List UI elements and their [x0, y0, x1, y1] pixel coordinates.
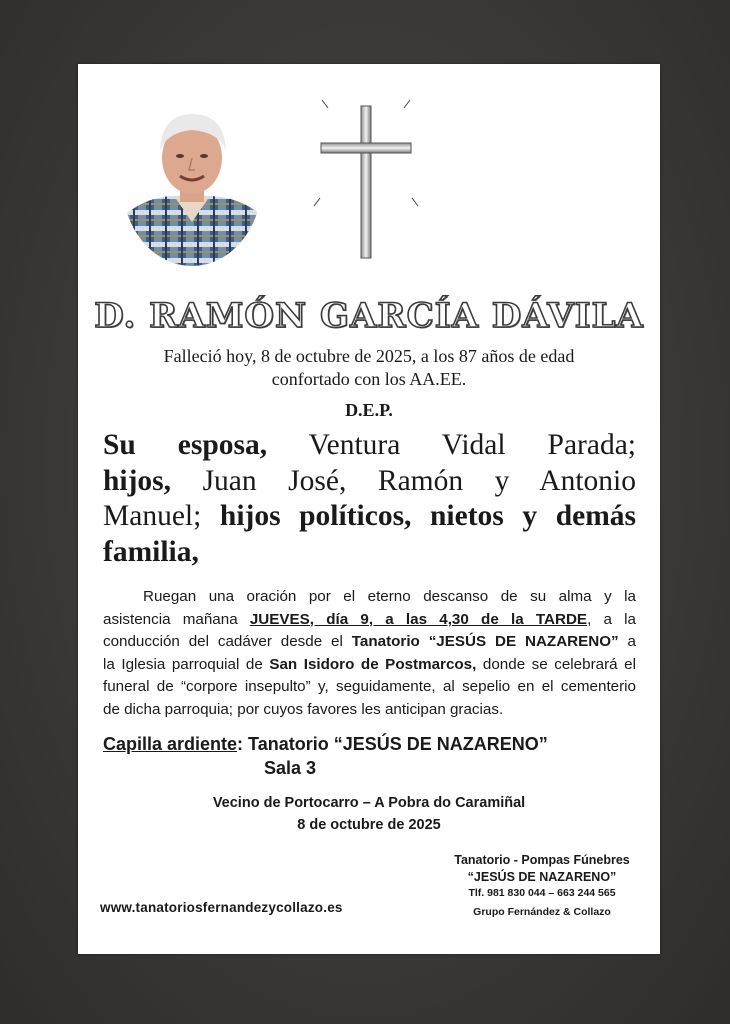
body-3a: conducción del cadáver desde el [103, 633, 343, 651]
dep-text: D.E.P. [345, 400, 393, 420]
body-4c: donde se celebrará el [482, 655, 636, 673]
wife-label: Su esposa, [103, 429, 268, 461]
body-line-3 [103, 631, 636, 654]
church-name: San Isidoro de Postmarcos, [269, 655, 477, 673]
deceased-portrait [122, 98, 262, 266]
sala-number: Sala 3 [264, 758, 317, 778]
family-word: familia, [103, 535, 199, 568]
body-line-5: funeral de “corpore insepulto” y, seguidamente, al sepelio en el cementerio [103, 678, 636, 696]
family-paragraph [103, 428, 636, 570]
body-2a: asistencia mañana [103, 610, 238, 628]
family-line-3 [103, 499, 636, 535]
family-line-2 [103, 464, 636, 500]
website-link[interactable]: www.tanatoriosfernandezycollazo.es [100, 900, 343, 915]
body-3c: a [627, 633, 636, 651]
funeral-home-group: Grupo Fernández & Collazo [473, 906, 611, 918]
body-4a: la Iglesia parroquial de [103, 655, 263, 673]
body-line-6: de dicha parroquia; por cuyos favores les anticipan gracias. [103, 700, 504, 718]
body-line-1: Ruegan una oración por el eterno descanso de su alma y la [143, 588, 636, 605]
deceased-name: D. RAMÓN GARCÍA DÁVILA [94, 296, 644, 336]
obituary-sheet [78, 64, 660, 954]
comfort-line: confortado con los AA.EE. [271, 369, 467, 389]
body-2c: , a la [587, 610, 636, 628]
other-relatives: hijos políticos, nietos y demás [219, 500, 636, 532]
funeral-home-block [440, 852, 644, 923]
capilla-label: Capilla ardiente [103, 734, 238, 754]
body-line-2 [103, 609, 636, 632]
capilla-ardiente [103, 734, 643, 755]
vecino-line: Vecino de Portocarro – A Pobra do Caramiñal [212, 795, 526, 811]
children-names-2: Manuel; [103, 500, 202, 532]
funeral-home-phones: Tlf. 981 830 044 – 663 244 565 [468, 887, 616, 899]
family-line-4 [103, 535, 636, 571]
children-names-1: Juan José, Ramón y Antonio [202, 464, 636, 497]
funeral-home-name: “JESÚS DE NAZARENO” [467, 870, 617, 884]
children-label: hijos, [103, 464, 172, 497]
wife-name: Ventura Vidal Parada; [308, 429, 636, 461]
tanatorio-mention: Tanatorio “JESÚS DE NAZARENO” [351, 633, 619, 651]
funeral-details [103, 586, 636, 722]
death-line: Falleció hoy, 8 de octubre de 2025, a los 87 años de edad [163, 346, 575, 366]
body-line-4 [103, 654, 636, 677]
capilla-value: : Tanatorio “JESÚS DE NAZARENO” [237, 734, 548, 754]
funeral-home-line: Tanatorio - Pompas Fúnebres [454, 853, 630, 867]
cross-icon [306, 94, 426, 264]
notice-date: 8 de octubre de 2025 [297, 817, 441, 833]
family-line-1 [103, 428, 636, 464]
service-datetime: JUEVES, día 9, a las 4,30 de la TARDE [249, 610, 588, 628]
